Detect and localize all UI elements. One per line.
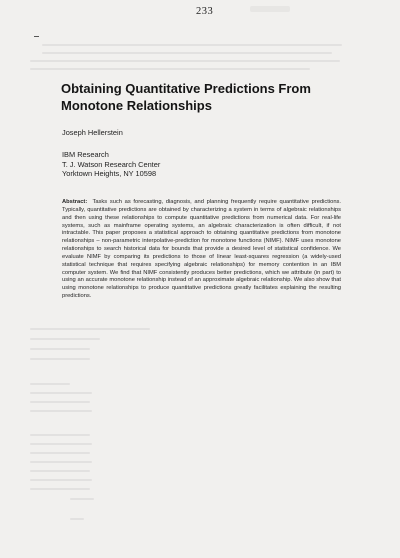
faint-header-mark (250, 6, 290, 12)
affiliation-address: Yorktown Heights, NY 10598 (62, 169, 157, 179)
abstract (62, 199, 341, 301)
author-name: Joseph Hellerstein (62, 128, 123, 137)
abstract-label: Abstract: (62, 199, 88, 205)
affiliation-lab: T. J. Watson Research Center (62, 159, 161, 169)
affiliation-organization: IBM Research (62, 150, 109, 159)
margin-dash (34, 36, 39, 37)
author-affiliation (62, 150, 160, 179)
abstract-text: Tasks such as forecasting, diagnosis, and planning frequently require quantitative predictions. Typically, quantitative predictions are obtained by characterizing a system in terms of algebraic relationships and then using these relationships to compute quantitative predictions from numerical data. For real-life systems, such as mainframe operating systems, an algebraic characterization is often difficult, if not intractable. This paper proposes a statistical approach to obtaining quantitative predictions from monotone relationships – non-parametric interpolative-prediction for monotone functions (NIMF). NIMF uses monotone relationships to search historical data for bounds that provide a desired level of statistical confidence. We evaluate NIMF by comparing its predictions to those of linear least-squares regression (a widely-used statistical technique that requires specifying algebraic relationships) for memory contention in an IBM computer system. We find that NIMF consistently produces better predictions, which we attribute (in part) to using an accurate monotone relationship instead of an approximate algebraic relationship. We also show that using monotone relationships to produce quantitative predictions greatly facilitates explaining the resulting predictions. (62, 199, 341, 300)
paper-title: Obtaining Quantitative Predictions From Monotone Relationships (61, 81, 311, 113)
page-number: 233 (196, 6, 214, 17)
